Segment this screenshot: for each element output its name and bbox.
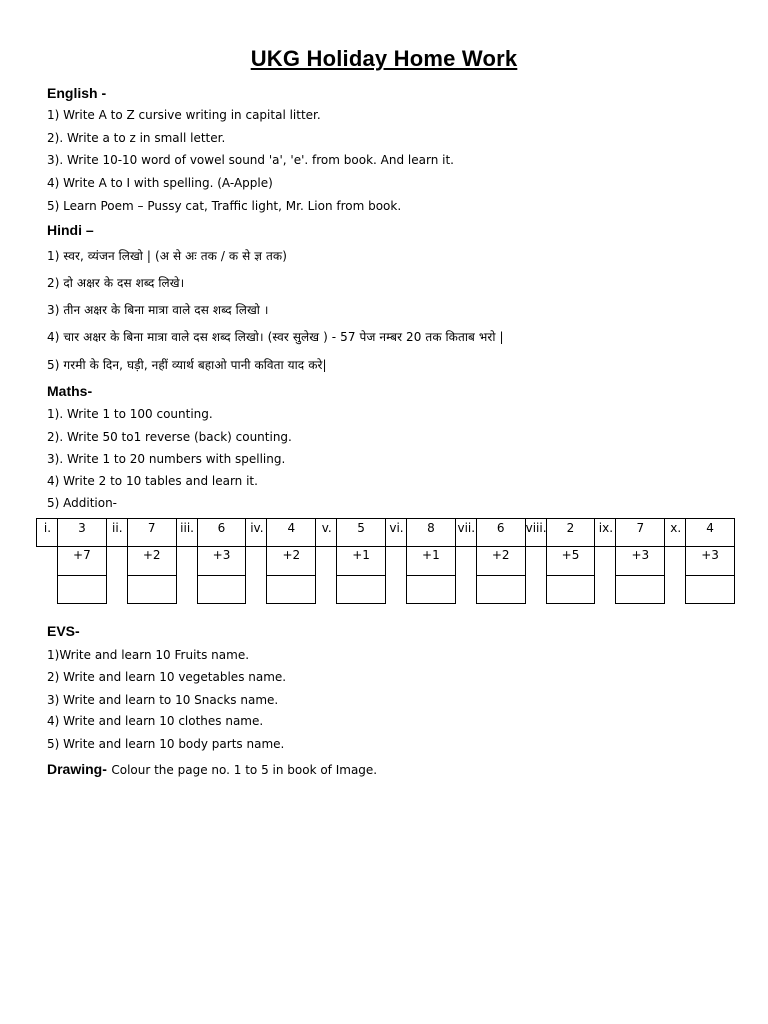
addition-addend: +5 — [546, 546, 596, 576]
addition-top-number: 3 — [57, 518, 107, 547]
maths-item-1: 1). Write 1 to 100 counting. — [47, 407, 213, 421]
addition-answer-box[interactable] — [546, 575, 596, 604]
addition-label: i. — [36, 518, 58, 547]
addition-top-number: 7 — [127, 518, 177, 547]
maths-item-5: 5) Addition- — [47, 496, 118, 510]
addition-answer-box[interactable] — [57, 575, 107, 604]
addition-answer-box[interactable] — [197, 575, 247, 604]
maths-heading: Maths- — [47, 383, 93, 399]
maths-item-3: 3). Write 1 to 20 numbers with spelling. — [47, 452, 286, 466]
addition-top-number: 4 — [266, 518, 316, 547]
addition-addend: +3 — [197, 546, 247, 576]
addition-label: iii. — [176, 518, 198, 547]
addition-answer-box[interactable] — [615, 575, 665, 604]
english-heading: English - — [47, 85, 107, 101]
hindi-item-5: 5) गरमी के दिन, घड़ी, नहीं व्यार्थ बहाओ पानी कविता याद करे| — [47, 358, 327, 372]
english-item-4: 4) Write A to I with spelling. (A-Apple) — [47, 176, 273, 190]
addition-top-number: 6 — [476, 518, 526, 547]
hindi-item-2: 2) दो अक्षर के दस शब्द लिखे। — [47, 276, 185, 290]
addition-top-number: 8 — [406, 518, 456, 547]
hindi-item-1: 1) स्वर, व्यंजन लिखो | (अ से अः तक / क से ज्ञ तक) — [47, 249, 288, 263]
addition-answer-box[interactable] — [476, 575, 526, 604]
evs-item-5: 5) Write and learn 10 body parts name. — [47, 737, 285, 751]
evs-item-3: 3) Write and learn to 10 Snacks name. — [47, 693, 279, 707]
addition-label: ix. — [594, 518, 616, 547]
addition-top-number: 2 — [546, 518, 596, 547]
addition-addend: +7 — [57, 546, 107, 576]
addition-top-number: 4 — [685, 518, 735, 547]
hindi-heading: Hindi – — [47, 222, 94, 238]
addition-addend: +1 — [336, 546, 386, 576]
maths-item-4: 4) Write 2 to 10 tables and learn it. — [47, 474, 258, 488]
addition-addend: +1 — [406, 546, 456, 576]
addition-addend: +2 — [476, 546, 526, 576]
addition-addend: +3 — [615, 546, 665, 576]
drawing-text: Colour the page no. 1 to 5 in book of Image. — [111, 763, 378, 777]
addition-label: vii. — [455, 518, 477, 547]
addition-answer-box[interactable] — [406, 575, 456, 604]
hindi-item-3: 3) तीन अक्षर के बिना मात्रा वाले दस शब्द लिखो । — [47, 303, 269, 317]
addition-top-number: 6 — [197, 518, 247, 547]
addition-table — [36, 518, 734, 604]
page-title: UKG Holiday Home Work — [250, 46, 518, 71]
hindi-item-4: 4) चार अक्षर के बिना मात्रा वाले दस शब्द लिखो। (स्वर सुलेख ) - 57 पेज नम्बर 20 तक किताब भरो | — [47, 330, 504, 344]
addition-label: x. — [664, 518, 686, 547]
addition-top-number: 7 — [615, 518, 665, 547]
drawing-heading: Drawing- — [47, 761, 107, 777]
evs-item-2: 2) Write and learn 10 vegetables name. — [47, 670, 287, 684]
addition-addend: +2 — [266, 546, 316, 576]
addition-label: iv. — [245, 518, 267, 547]
addition-answer-box[interactable] — [127, 575, 177, 604]
addition-answer-box[interactable] — [336, 575, 386, 604]
addition-label: viii. — [525, 518, 547, 547]
english-item-1: 1) Write A to Z cursive writing in capital litter. — [47, 108, 321, 122]
evs-item-1: 1)Write and learn 10 Fruits name. — [47, 648, 250, 662]
addition-top-number: 5 — [336, 518, 386, 547]
addition-label: vi. — [385, 518, 407, 547]
addition-label: ii. — [106, 518, 128, 547]
english-item-5: 5) Learn Poem – Pussy cat, Traffic light, Mr. Lion from book. — [47, 199, 402, 213]
addition-label: v. — [315, 518, 337, 547]
english-item-2: 2). Write a to z in small letter. — [47, 131, 226, 145]
addition-addend: +2 — [127, 546, 177, 576]
english-item-3: 3). Write 10-10 word of vowel sound 'a', 'e'. from book. And learn it. — [47, 153, 454, 167]
addition-answer-box[interactable] — [685, 575, 735, 604]
maths-item-2: 2). Write 50 to1 reverse (back) counting. — [47, 430, 292, 444]
addition-addend: +3 — [685, 546, 735, 576]
evs-item-4: 4) Write and learn 10 clothes name. — [47, 714, 264, 728]
addition-answer-box[interactable] — [266, 575, 316, 604]
evs-heading: EVS- — [47, 623, 80, 639]
drawing-line — [47, 761, 377, 779]
